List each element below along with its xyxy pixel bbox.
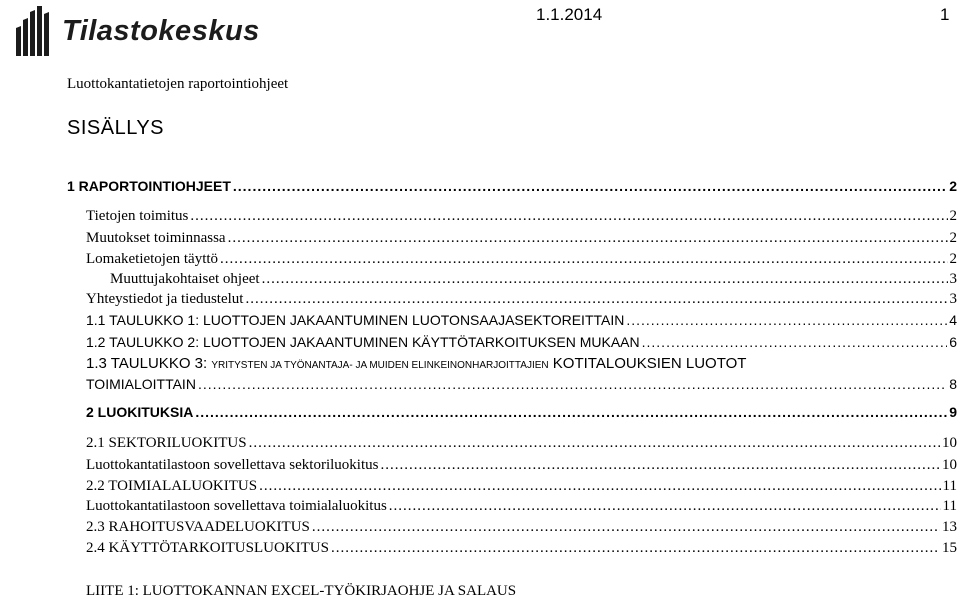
toc-entry-page: 11	[942, 498, 957, 514]
header-date: 1.1.2014	[536, 5, 603, 24]
toc-entry-sovellettava-sektori[interactable]	[86, 456, 957, 474]
toc-entry-taulukko-1[interactable]	[86, 311, 957, 329]
toc-entry-page: 9	[949, 404, 957, 420]
toc-entry-page: 6	[949, 334, 957, 350]
toc-entry-page: 8	[949, 376, 957, 392]
logo-text: Tilastokeskus	[62, 14, 260, 47]
toc-entry-text-part: KOTITALOUKSIEN LUOTOT	[548, 355, 747, 372]
toc-entry-text-part: 1.3 TAULUKKO 3:	[86, 355, 212, 372]
toc-entry-text: 2 LUOKITUKSIA	[86, 404, 194, 420]
toc-entry-text: Muuttujakohtaiset ohjeet	[110, 271, 260, 287]
toc-entry-kayttotarkoitusluokitus[interactable]	[86, 539, 957, 557]
toc-entry-text: 1.1 TAULUKKO 1: LUOTTOJEN JAKAANTUMINEN LUOTONSAAJASEKTOREITTAIN	[86, 312, 625, 328]
toc-entry-page: 10	[942, 457, 957, 473]
toc-entry-page: 3	[949, 291, 957, 307]
toc-entry-text: 2.1 SEKTORILUOKITUS	[86, 435, 247, 451]
toc-entry-text: Tietojen toimitus	[86, 208, 189, 224]
toc-entry-raportointiohjeet[interactable]	[67, 177, 957, 195]
toc-entry-page: 2	[949, 251, 957, 267]
toc-entry-taulukko-2[interactable]	[86, 333, 957, 351]
toc-entry-text: Lomaketietojen täyttö	[86, 251, 219, 267]
toc-entry-text-part: YRITYSTEN JA TYÖNANTAJA- JA MUIDEN ELINKEINONHARJOITTAJIEN	[211, 360, 549, 371]
document-subtitle: Luottokantatietojen raportointiohjeet	[67, 76, 289, 92]
toc-entry-text: 1.2 TAULUKKO 2: LUOTTOJEN JAKAANTUMINEN KÄYTTÖTARKOITUKSEN MUKAAN	[86, 334, 640, 350]
logo-icon	[14, 6, 54, 56]
toc-entry-text: Luottokantatilastoon sovellettava toimialaluokitus	[86, 498, 387, 514]
toc-entry-page: 2	[949, 230, 957, 246]
toc-entry-toimialaluokitus[interactable]	[86, 477, 957, 495]
toc-entry-page: 10	[942, 435, 957, 451]
toc-entry-page: 2	[949, 178, 957, 194]
toc-entry-taulukko-3[interactable]	[86, 355, 746, 375]
toc-entry-rahoitusvaadeluokitus[interactable]	[86, 518, 957, 536]
toc-entry-text: 1 RAPORTOINTIOHJEET	[67, 178, 231, 194]
logo	[14, 6, 260, 56]
toc-entry-text: 2.2 TOIMIALALUOKITUS	[86, 478, 258, 494]
toc-entry-muutokset[interactable]	[86, 229, 957, 247]
toc-entry-page: 3	[949, 271, 957, 287]
toc-entry-page: 2	[949, 208, 957, 224]
toc-entry-text: Muutokset toiminnassa	[86, 230, 226, 246]
toc-entry-muuttujakohtaiset[interactable]	[110, 270, 957, 288]
toc-entry-sovellettava-toimiala[interactable]	[86, 497, 957, 515]
page-title: SISÄLLYS	[67, 117, 165, 139]
toc-entry-text: TOIMIALOITTAIN	[86, 376, 196, 392]
toc-entry-toimialoittain[interactable]	[86, 375, 957, 393]
toc-entry-page: 15	[942, 540, 957, 556]
toc-entry-yhteystiedot[interactable]	[86, 290, 957, 308]
toc-entry-page: 4	[949, 312, 957, 328]
toc-entry-page: 13	[942, 519, 957, 535]
toc-entry-lomaketietojen[interactable]	[86, 250, 957, 268]
toc-entry-luokituksia[interactable]	[86, 403, 957, 421]
header-page-number: 1	[940, 5, 950, 24]
toc-entry-text: 2.4 KÄYTTÖTARKOITUSLUOKITUS	[86, 540, 329, 556]
toc-entry-page: 11	[942, 478, 957, 494]
toc-entry-text: Yhteystiedot ja tiedustelut	[86, 291, 244, 307]
toc-entry-liite-1[interactable]: LIITE 1: LUOTTOKANNAN EXCEL-TYÖKIRJAOHJE JA SALAUS	[86, 583, 517, 599]
toc-entry-sektoriluokitus[interactable]	[86, 434, 957, 452]
toc-entry-tietojen-toimitus[interactable]	[86, 207, 957, 225]
toc-entry-text: 2.3 RAHOITUSVAADELUOKITUS	[86, 519, 310, 535]
toc-entry-text: Luottokantatilastoon sovellettava sektoriluokitus	[86, 457, 379, 473]
